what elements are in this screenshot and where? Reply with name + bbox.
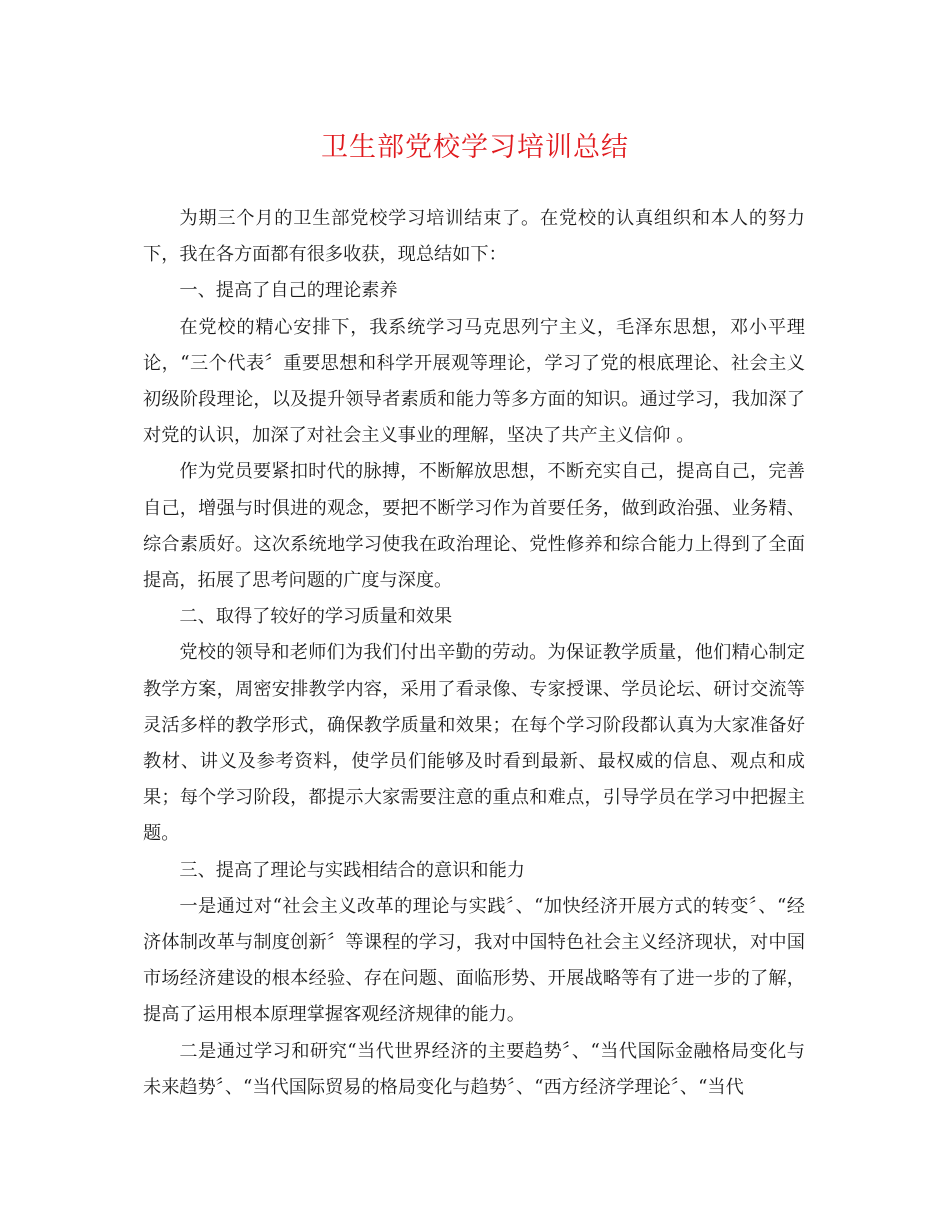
- intro-paragraph: 为期三个月的卫生部党校学习培训结束了。在党校的认真组织和本人的努力下，我在各方面都有很多收获，现总结如下：: [143, 208, 805, 266]
- section-heading-2: 二、取得了较好的学习质量和效果: [179, 606, 453, 628]
- document-title: 卫生部党校学习培训总结: [321, 132, 629, 163]
- body-paragraph: 作为党员要紧扣时代的脉搏，不断解放思想，不断充实自己，提高自己，完善自己，增强与时俱进的观念，要把不断学习作为首要任务，做到政治强、业务精、综合素质好。这次系统地学习使我在政治理论、党性修养和综合能力上得到了全面提高，拓展了思考问题的广度与深度。: [143, 461, 805, 592]
- body-paragraph: 二是通过学习和研究“当代世界经济的主要趋势〞、“当代国际金融格局变化与未来趋势〞、“当代国际贸易的格局变化与趋势〞、“西方经济学理论〞、“当代: [143, 1040, 805, 1098]
- section-heading-3: 三、提高了理论与实践相结合的意识和能力: [179, 859, 525, 881]
- body-paragraph: 一是通过对“社会主义改革的理论与实践〞、“加快经济开展方式的转变〞、“经济体制改革与制度创新〞等课程的学习，我对中国特色社会主义经济现状，对中国市场经济建设的根本经验、存在问题、面临形势、开展战略等有了进一步的了解，提高了运用根本原理掌握客观经济规律的能力。: [143, 895, 805, 1026]
- body-paragraph: 党校的领导和老师们为我们付出辛勤的劳动。为保证教学质量，他们精心制定教学方案，周密安排教学内容，采用了看录像、专家授课、学员论坛、研讨交流等灵活多样的教学形式，确保教学质量和效果；在每个学习阶段都认真为大家准备好教材、讲义及参考资料，使学员们能够及时看到最新、最权威的信息、观点和成果；每个学习阶段，都提示大家需要注意的重点和难点，引导学员在学习中把握主题。: [143, 642, 805, 845]
- document-body: [143, 201, 805, 1106]
- section-heading-1: 一、提高了自己的理论素养: [179, 280, 398, 302]
- body-paragraph: 在党校的精心安排下，我系统学习马克思列宁主义，毛泽东思想，邓小平理论，“三个代表〞重要思想和科学开展观等理论，学习了党的根底理论、社会主义初级阶段理论，以及提升领导者素质和能力等多方面的知识。通过学习，我加深了对党的认识，加深了对社会主义事业的理解，坚决了共产主义信仰 。: [143, 316, 805, 447]
